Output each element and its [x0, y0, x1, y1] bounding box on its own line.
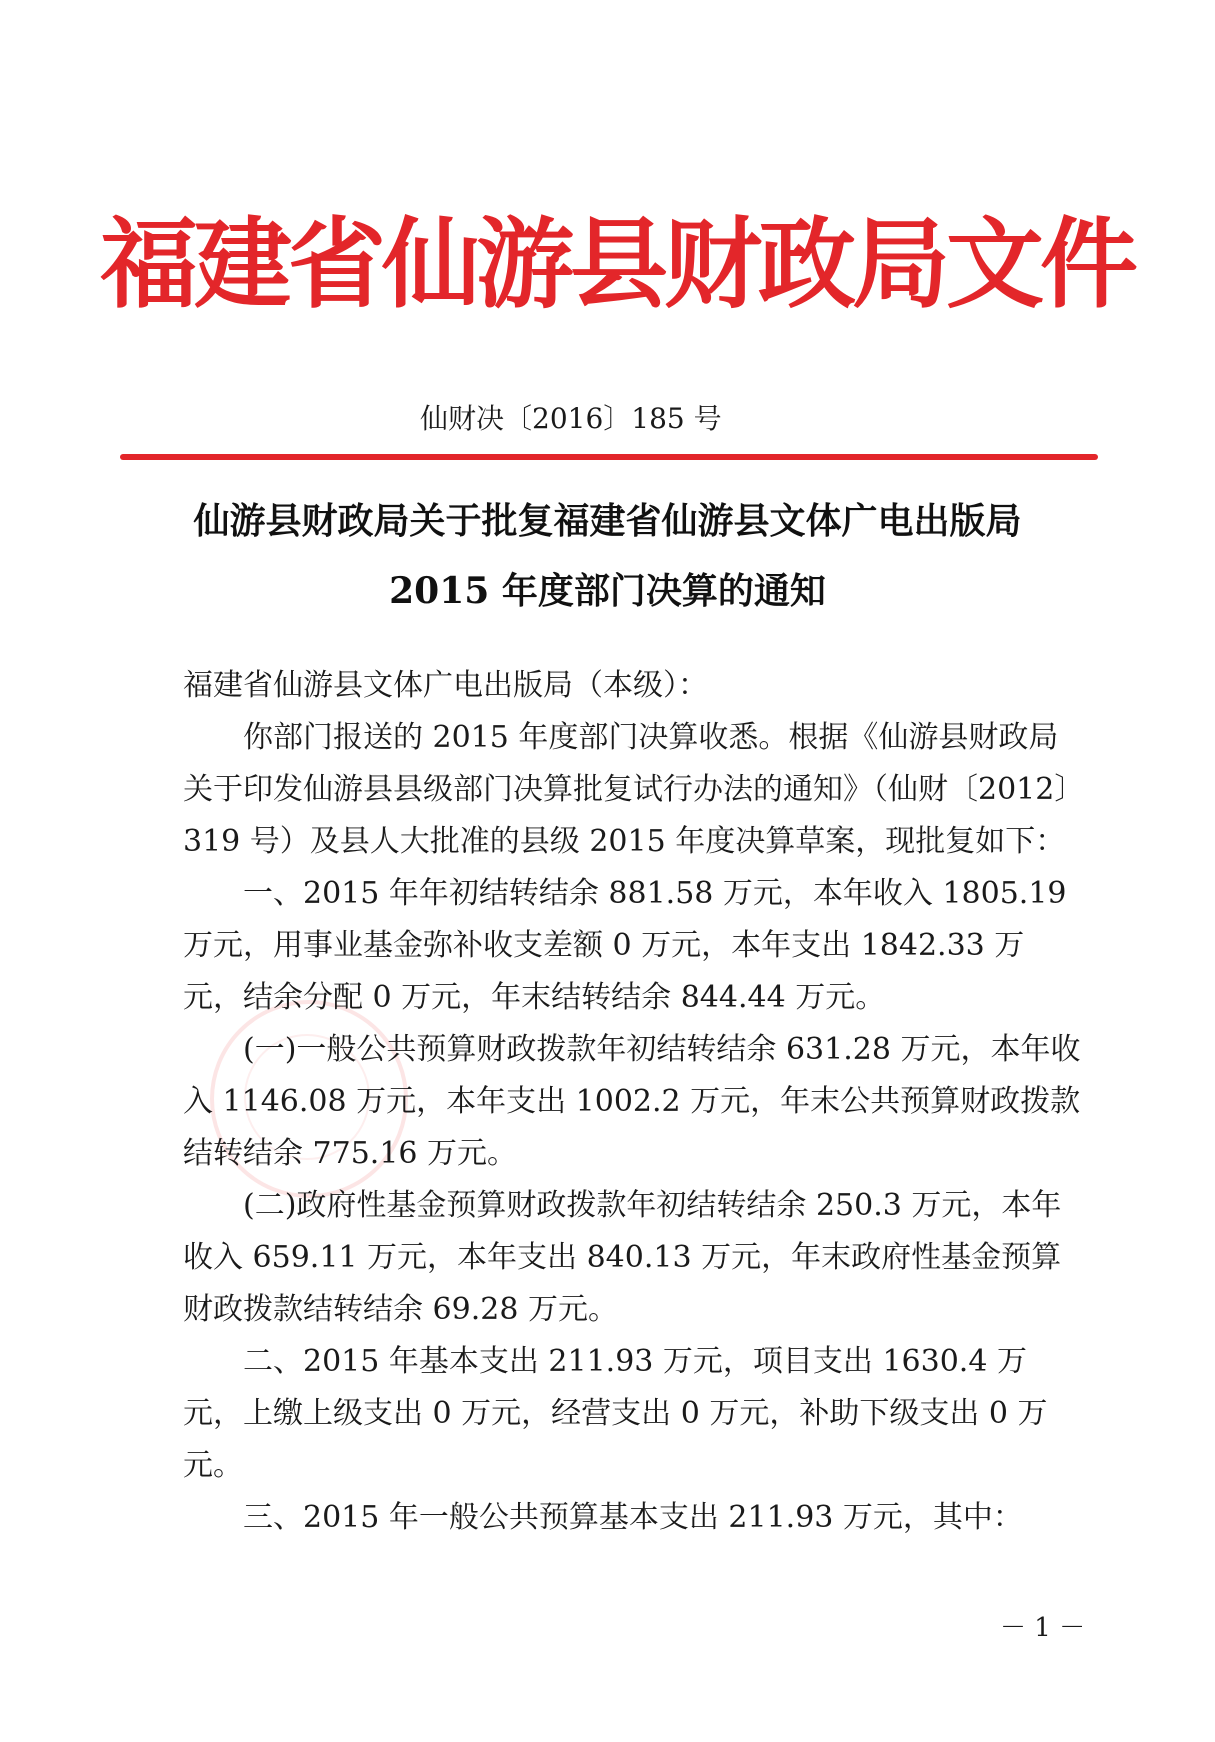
masthead-title: 福建省仙游县财政局文件 [100, 208, 1135, 322]
body-paragraph-item-3: 三、2015 年一般公共预算基本支出 211.93 万元，其中： [243, 1500, 1023, 1535]
document-number: 仙财决〔2016〕185 号 [420, 402, 722, 435]
body-paragraph-item-2: 二、2015 年基本支出 211.93 万元，项目支出 1630.4 万元，上缴上级支出 0 万元，经营支出 0 万元，补助下级支出 0 万元。 [183, 1344, 1048, 1483]
body-paragraph-sub-2: (二)政府性基金预算财政拨款年初结转结余 250.3 万元，本年收入 659.11 万元，本年支出 840.13 万元，年末政府性基金预算财政拨款结转结余 69.28 万元。 [183, 1188, 1062, 1327]
document-body [183, 660, 1083, 1544]
notice-title-line-2: 2015 年度部门决算的通知 [389, 570, 826, 612]
body-paragraph-intro: 你部门报送的 2015 年度部门决算收悉。根据《仙游县财政局关于印发仙游县县级部门决算批复试行办法的通知》（仙财〔2012〕319 号）及县人大批准的县级 2015 年度决算草案，现批复如下： [183, 720, 1070, 859]
red-divider-line [120, 454, 1098, 460]
addressee: 福建省仙游县文体广电出版局（本级）： [183, 668, 708, 703]
body-paragraph-sub-1: (一)一般公共预算财政拨款年初结转结余 631.28 万元，本年收入 1146.08 万元，本年支出 1002.2 万元，年末公共预算财政拨款结转结余 775.16 万元。 [183, 1032, 1081, 1171]
body-paragraph-item-1: 一、2015 年年初结转结余 881.58 万元，本年收入 1805.19 万元，用事业基金弥补收支差额 0 万元，本年支出 1842.33 万元，结余分配 0 万元，年末结转结余 844.44 万元。 [183, 876, 1067, 1015]
page-number: － 1 － [1000, 1613, 1086, 1643]
notice-title-line-1: 仙游县财政局关于批复福建省仙游县文体广电出版局 [193, 500, 1022, 542]
